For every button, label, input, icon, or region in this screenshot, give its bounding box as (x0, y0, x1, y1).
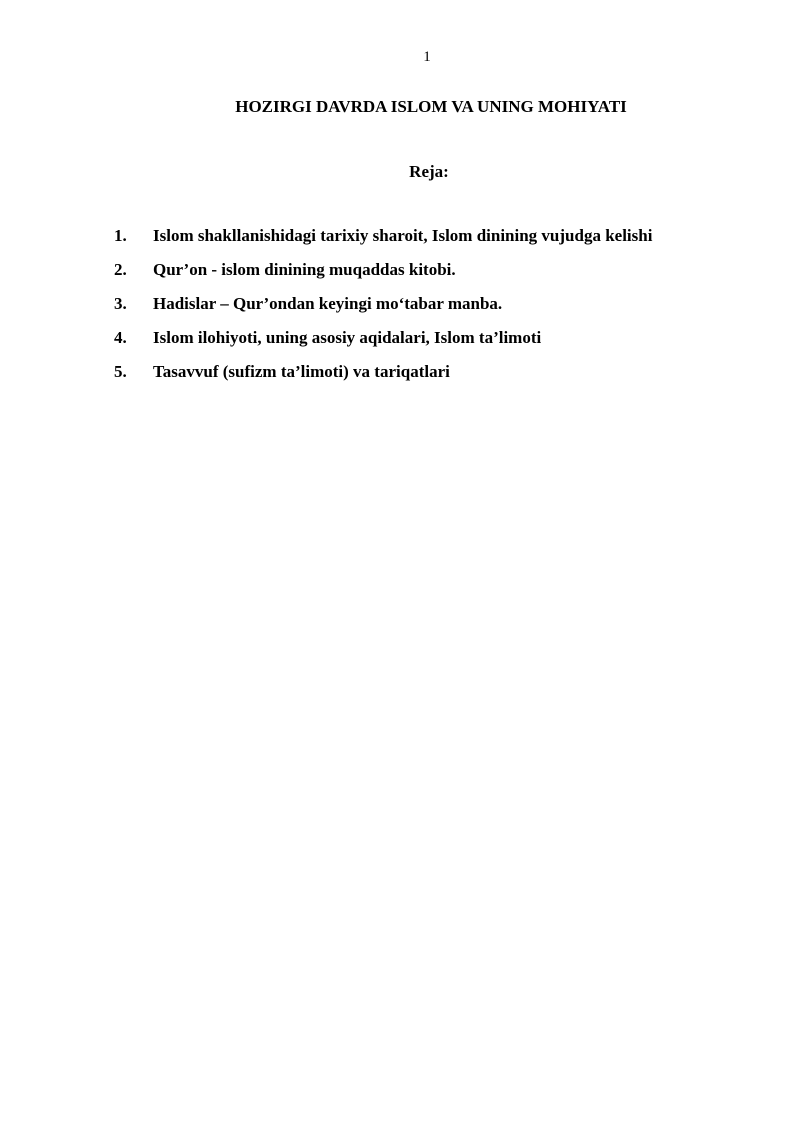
plan-item-number: 1. (114, 226, 127, 245)
plan-item-text: Tasavvuf (sufizm ta’limoti) va tariqatlari (153, 362, 450, 381)
plan-item (114, 327, 754, 361)
plan-heading: Reja: (409, 162, 449, 181)
plan-item-text: Qur’on - islom dinining muqaddas kitobi. (153, 260, 456, 279)
plan-item-text: Islom ilohiyoti, uning asosiy aqidalari, Islom ta’limoti (153, 328, 542, 347)
plan-item-text: Hadislar – Qur’ondan keyingi mo‘tabar manba. (153, 294, 503, 313)
plan-item (114, 293, 754, 327)
plan-item-text: Islom shakllanishidagi tarixiy sharoit, Islom dinining vujudga kelishi (153, 226, 653, 245)
plan-item (114, 361, 754, 395)
plan-item-number: 3. (114, 294, 127, 313)
plan-item (114, 259, 754, 293)
page-number: 1 (423, 49, 431, 65)
plan-list (114, 225, 754, 395)
plan-item-number: 5. (114, 362, 127, 381)
document-title: HOZIRGI DAVRDA ISLOM VA UNING MOHIYATI (235, 97, 627, 116)
plan-item (114, 225, 754, 259)
plan-item-number: 4. (114, 328, 127, 347)
plan-item-number: 2. (114, 260, 127, 279)
